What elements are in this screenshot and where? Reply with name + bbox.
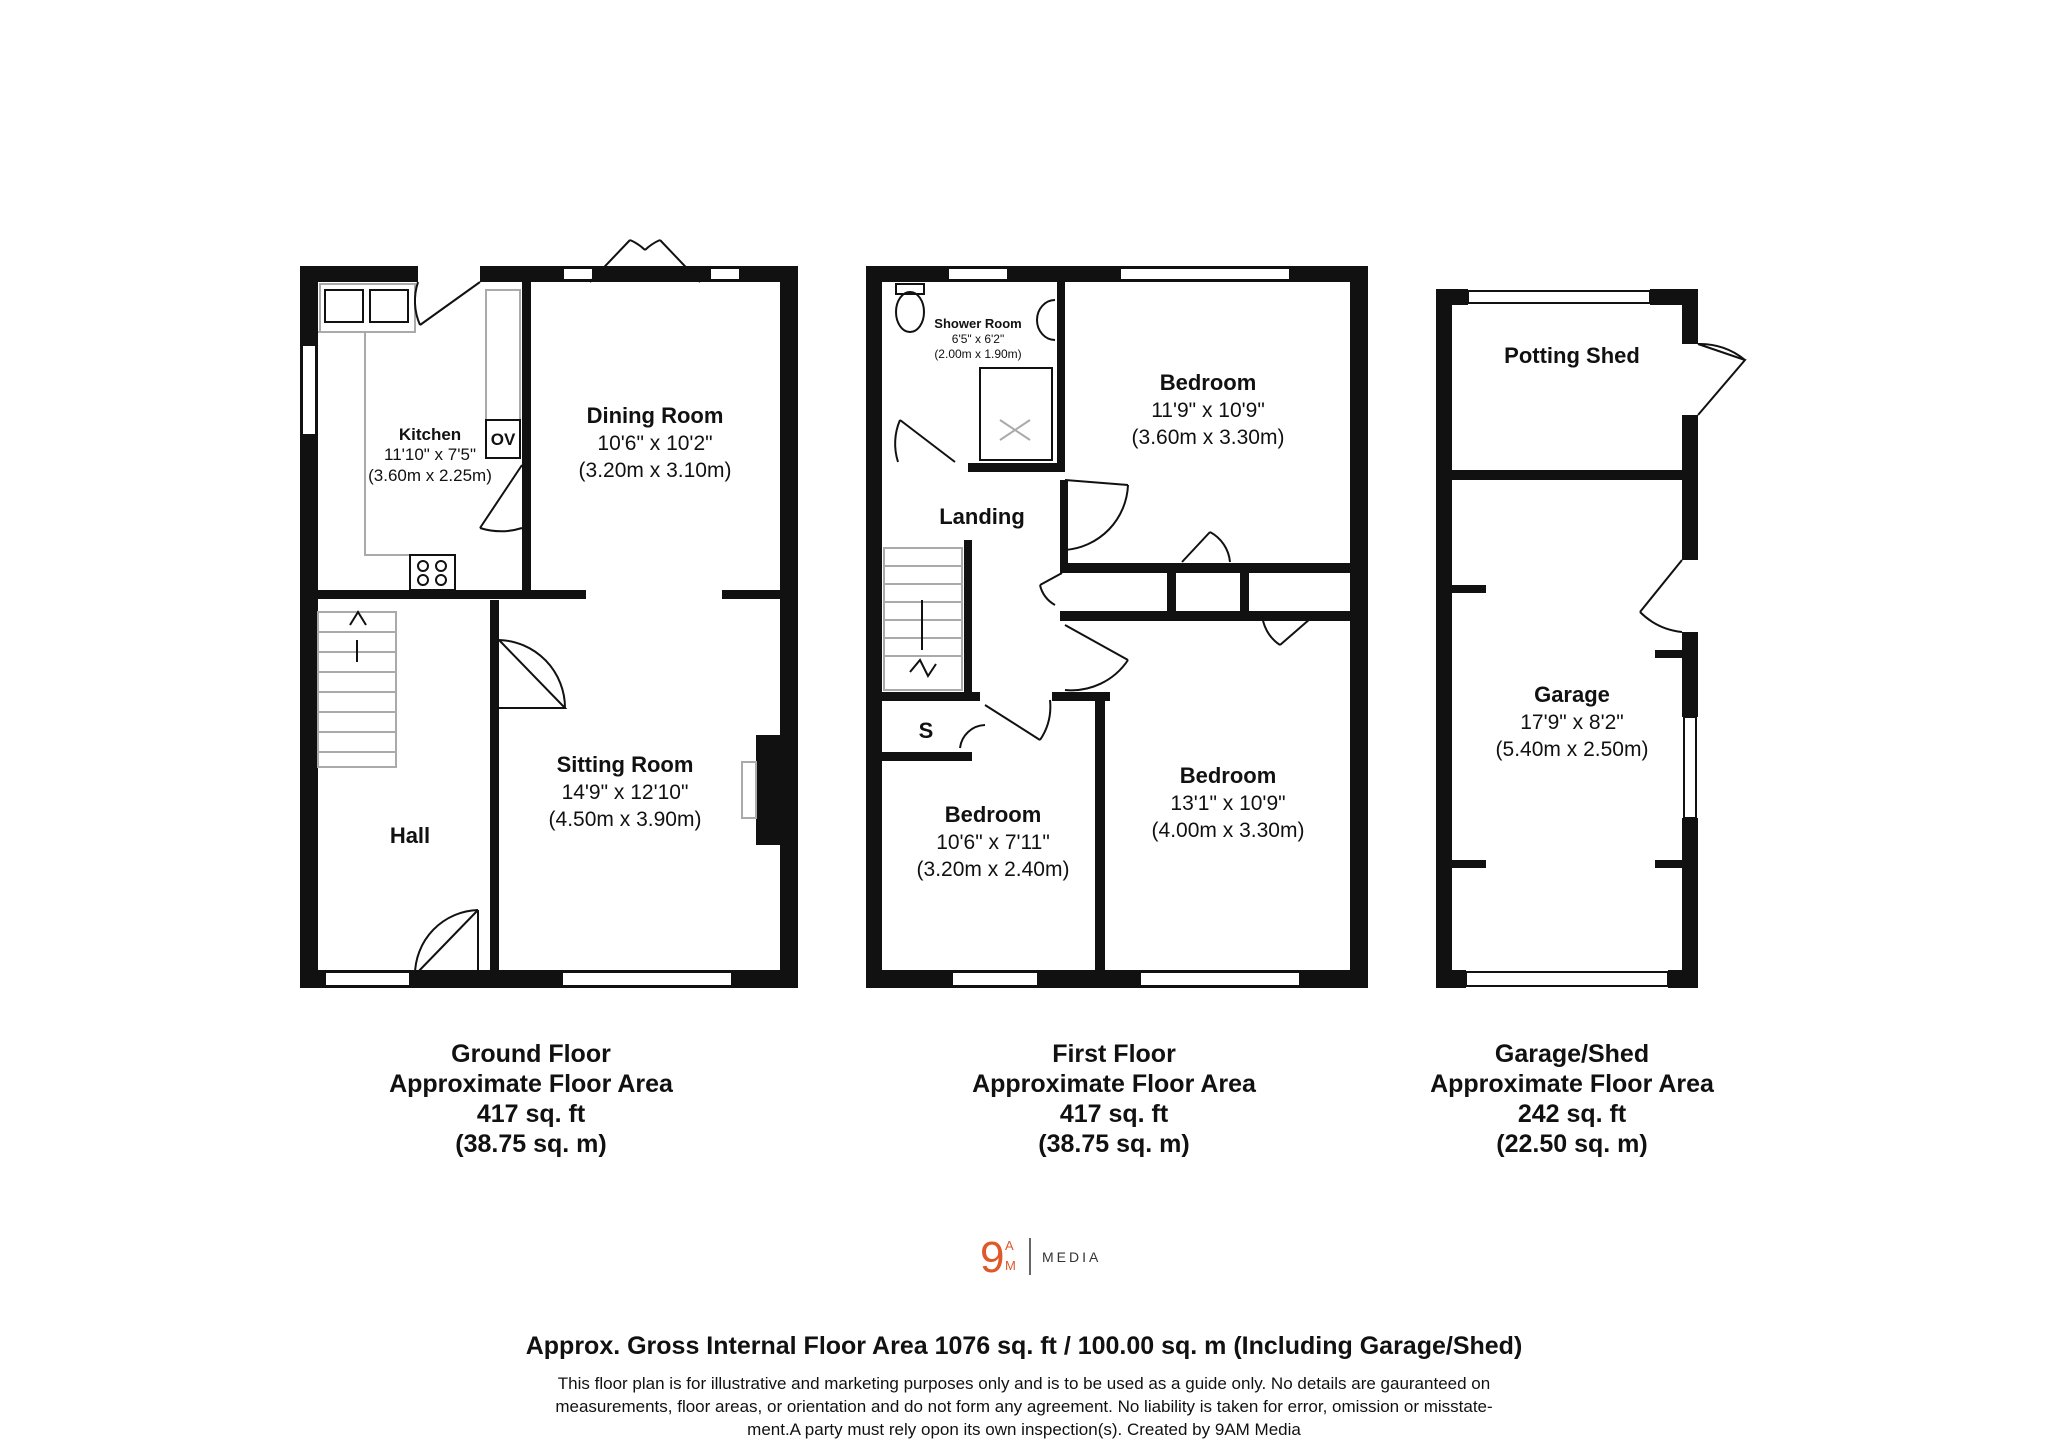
garage-window [1684,717,1696,818]
bedroom2-size-metric: (3.20m x 2.40m) [916,858,1070,881]
hob-ring [436,575,446,585]
floor-area-sqm: (22.50 sq. m) [1496,1130,1648,1158]
first-floor-stairs [884,548,962,690]
floor-area-sqm: (38.75 sq. m) [1038,1130,1190,1158]
front-door [415,910,478,975]
garage-left-wall [1436,289,1452,988]
garage-pier [1655,860,1682,868]
logo-letter-a: A [1005,1238,1014,1253]
kitchen-size-metric: (3.60m x 2.25m) [368,466,492,485]
sitting-room-size-metric: (4.50m x 3.90m) [548,808,702,831]
dining-room-size-imperial: 10'6" x 10'2" [597,432,713,455]
bedroom3-label: Bedroom [1179,763,1277,788]
kitchen-window [302,345,316,435]
stairs-break-line [910,660,936,676]
garage-label: Garage [1534,682,1610,707]
landing-door [1040,573,1062,605]
gross-internal-area: Approx. Gross Internal Floor Area 1076 sq. ft / 100.00 sq. m (Including Garage/Shed) [525,1332,1523,1360]
logo [980,1233,1101,1282]
dining-window-right [710,268,740,280]
floor-area-sqm: (38.75 sq. m) [455,1130,607,1158]
storage-door [960,725,985,748]
sink-bowl-right [370,290,408,322]
logo-letter-m: M [1005,1258,1016,1273]
cupboard-door [1182,532,1230,562]
first-right-wall [1350,266,1368,988]
ground-floor-plan [300,240,798,988]
ground-floor-area [389,1040,674,1158]
shower-door [895,420,955,462]
stairs-break-line [350,612,366,625]
sink-bowl-left [325,290,363,322]
logo-brand: MEDIA [1042,1249,1102,1265]
toilet [896,292,924,332]
bedroom2-label: Bedroom [944,802,1042,827]
floor-area-label: Approximate Floor Area [1430,1070,1714,1098]
garage-size-imperial: 17'9" x 8'2" [1520,711,1624,734]
kitchen-size-imperial: 11'10" x 7'5" [384,445,476,464]
hob-ring [418,561,428,571]
wash-basin [1037,300,1055,340]
shower-bottom-wall [968,463,1065,472]
shed-garage-wall [1436,470,1698,480]
bedroom1-label: Bedroom [1159,370,1257,395]
bedroom2-size-imperial: 10'6" x 7'11" [936,831,1050,854]
bedroom2-window [952,972,1038,986]
bedroom2-bedroom3-wall [1095,692,1105,982]
bedroom3-size-imperial: 13'1" x 10'9" [1170,792,1286,815]
logo-number: 9 [980,1233,1005,1282]
hall-label: Hall [389,823,431,848]
ground-stairs [318,612,396,767]
disclaimer-line: ment.A party must rely opon its own inspection(s). Created by 9AM Media [747,1420,1301,1439]
dining-window-left [563,268,593,280]
hob-ring [436,561,446,571]
shed-window [1468,291,1650,303]
shower-room-size-imperial: 6'5" x 6'2" [951,332,1005,346]
cupboard-divider-2 [1240,563,1249,621]
shower-bedroom-wall [1057,282,1065,472]
garage-side-door [1640,560,1682,632]
storage-bottom-wall [882,752,972,761]
bedroom1-size-imperial: 11'9" x 10'9" [1151,399,1265,422]
disclaimer-line: This floor plan is for illustrative and marketing purposes only and is to be used as a guide only. No details are gauranteed on [557,1374,1491,1393]
oven-label: OV [490,430,516,449]
garage-bottom-wall-left [1436,970,1466,988]
bedroom3-door [1065,625,1128,690]
bedroom1-window [1120,268,1290,280]
ground-top-wall-kitchen [300,266,418,282]
floor-name: First Floor [1052,1040,1176,1068]
floor-area-label: Approximate Floor Area [972,1070,1256,1098]
bedroom1-door [1065,480,1128,550]
garage-shed-plan [1436,289,1745,988]
kitchen-dining-wall [522,266,531,596]
shower-room-size-metric: (2.00m x 1.90m) [934,347,1022,361]
sitting-room-size-imperial: 14'9" x 12'10" [561,781,689,804]
bedroom3-size-metric: (4.00m x 3.30m) [1151,819,1305,842]
dining-sitting-wall [722,590,788,599]
garage-shed-area [1430,1040,1715,1158]
disclaimer [0,1372,2048,1441]
landing-label: Landing [939,504,1025,529]
sitting-room-door [499,640,565,708]
shower-window [948,268,1008,280]
potting-shed-label: Potting Shed [1504,343,1640,368]
sitting-window [562,972,732,986]
garage-size-metric: (5.40m x 2.50m) [1495,738,1649,761]
cupboard-divider-1 [1167,563,1176,621]
garage-door [1466,972,1668,986]
hob-ring [418,575,428,585]
first-left-wall [866,266,882,988]
sink-unit [320,284,415,332]
floor-name: Ground Floor [451,1040,611,1068]
kitchen-back-door [415,282,480,325]
shed-right-wall-top [1682,289,1698,344]
garage-bottom-wall-right [1668,970,1698,988]
hall-sitting-wall-top [490,600,499,720]
garage-pier [1452,585,1486,593]
floor-area-sqft: 417 sq. ft [1059,1100,1169,1128]
stair-side-wall [964,540,972,700]
bedroom2-door [985,700,1050,740]
dining-room-size-metric: (3.20m x 3.10m) [578,459,732,482]
landing-right-wall-upper [1060,480,1068,570]
storage-label: S [918,718,934,743]
first-floor-area [972,1040,1257,1158]
floor-area-sqft: 242 sq. ft [1517,1100,1627,1128]
dining-room-label: Dining Room [586,403,724,428]
garage-right-wall-upper [1682,470,1698,560]
fireplace [756,735,782,845]
shower-room-label: Shower Room [934,316,1022,331]
first-top-wall [866,266,1368,282]
ground-right-wall [780,266,798,988]
sitting-room-label: Sitting Room [556,752,694,777]
garage-right-wall-mid [1682,632,1698,717]
floor-area-sqft: 417 sq. ft [476,1100,586,1128]
hob [410,555,455,590]
kitchen-hall-wall [300,590,586,599]
floor-area-label: Approximate Floor Area [389,1070,673,1098]
garage-pier [1655,650,1682,658]
disclaimer-line: measurements, floor areas, or orientation and do not form any agreement. No liability is taken for error, omission or misstate- [555,1397,1493,1416]
garage-pier [1452,860,1486,868]
hall-sitting-wall-bottom [490,705,499,985]
garage-right-wall-lower [1682,818,1698,988]
floor-name: Garage/Shed [1494,1040,1650,1068]
bedroom1-size-metric: (3.60m x 3.30m) [1131,426,1285,449]
bedroom3-window [1140,972,1300,986]
shed-door [1698,344,1745,415]
shed-top-wall-left [1436,289,1468,305]
kitchen-label: Kitchen [398,425,462,444]
bedroom1-bottom-wall [1060,563,1358,573]
shower-tray [980,368,1052,460]
hall-window [325,972,410,986]
hearth [742,762,756,818]
